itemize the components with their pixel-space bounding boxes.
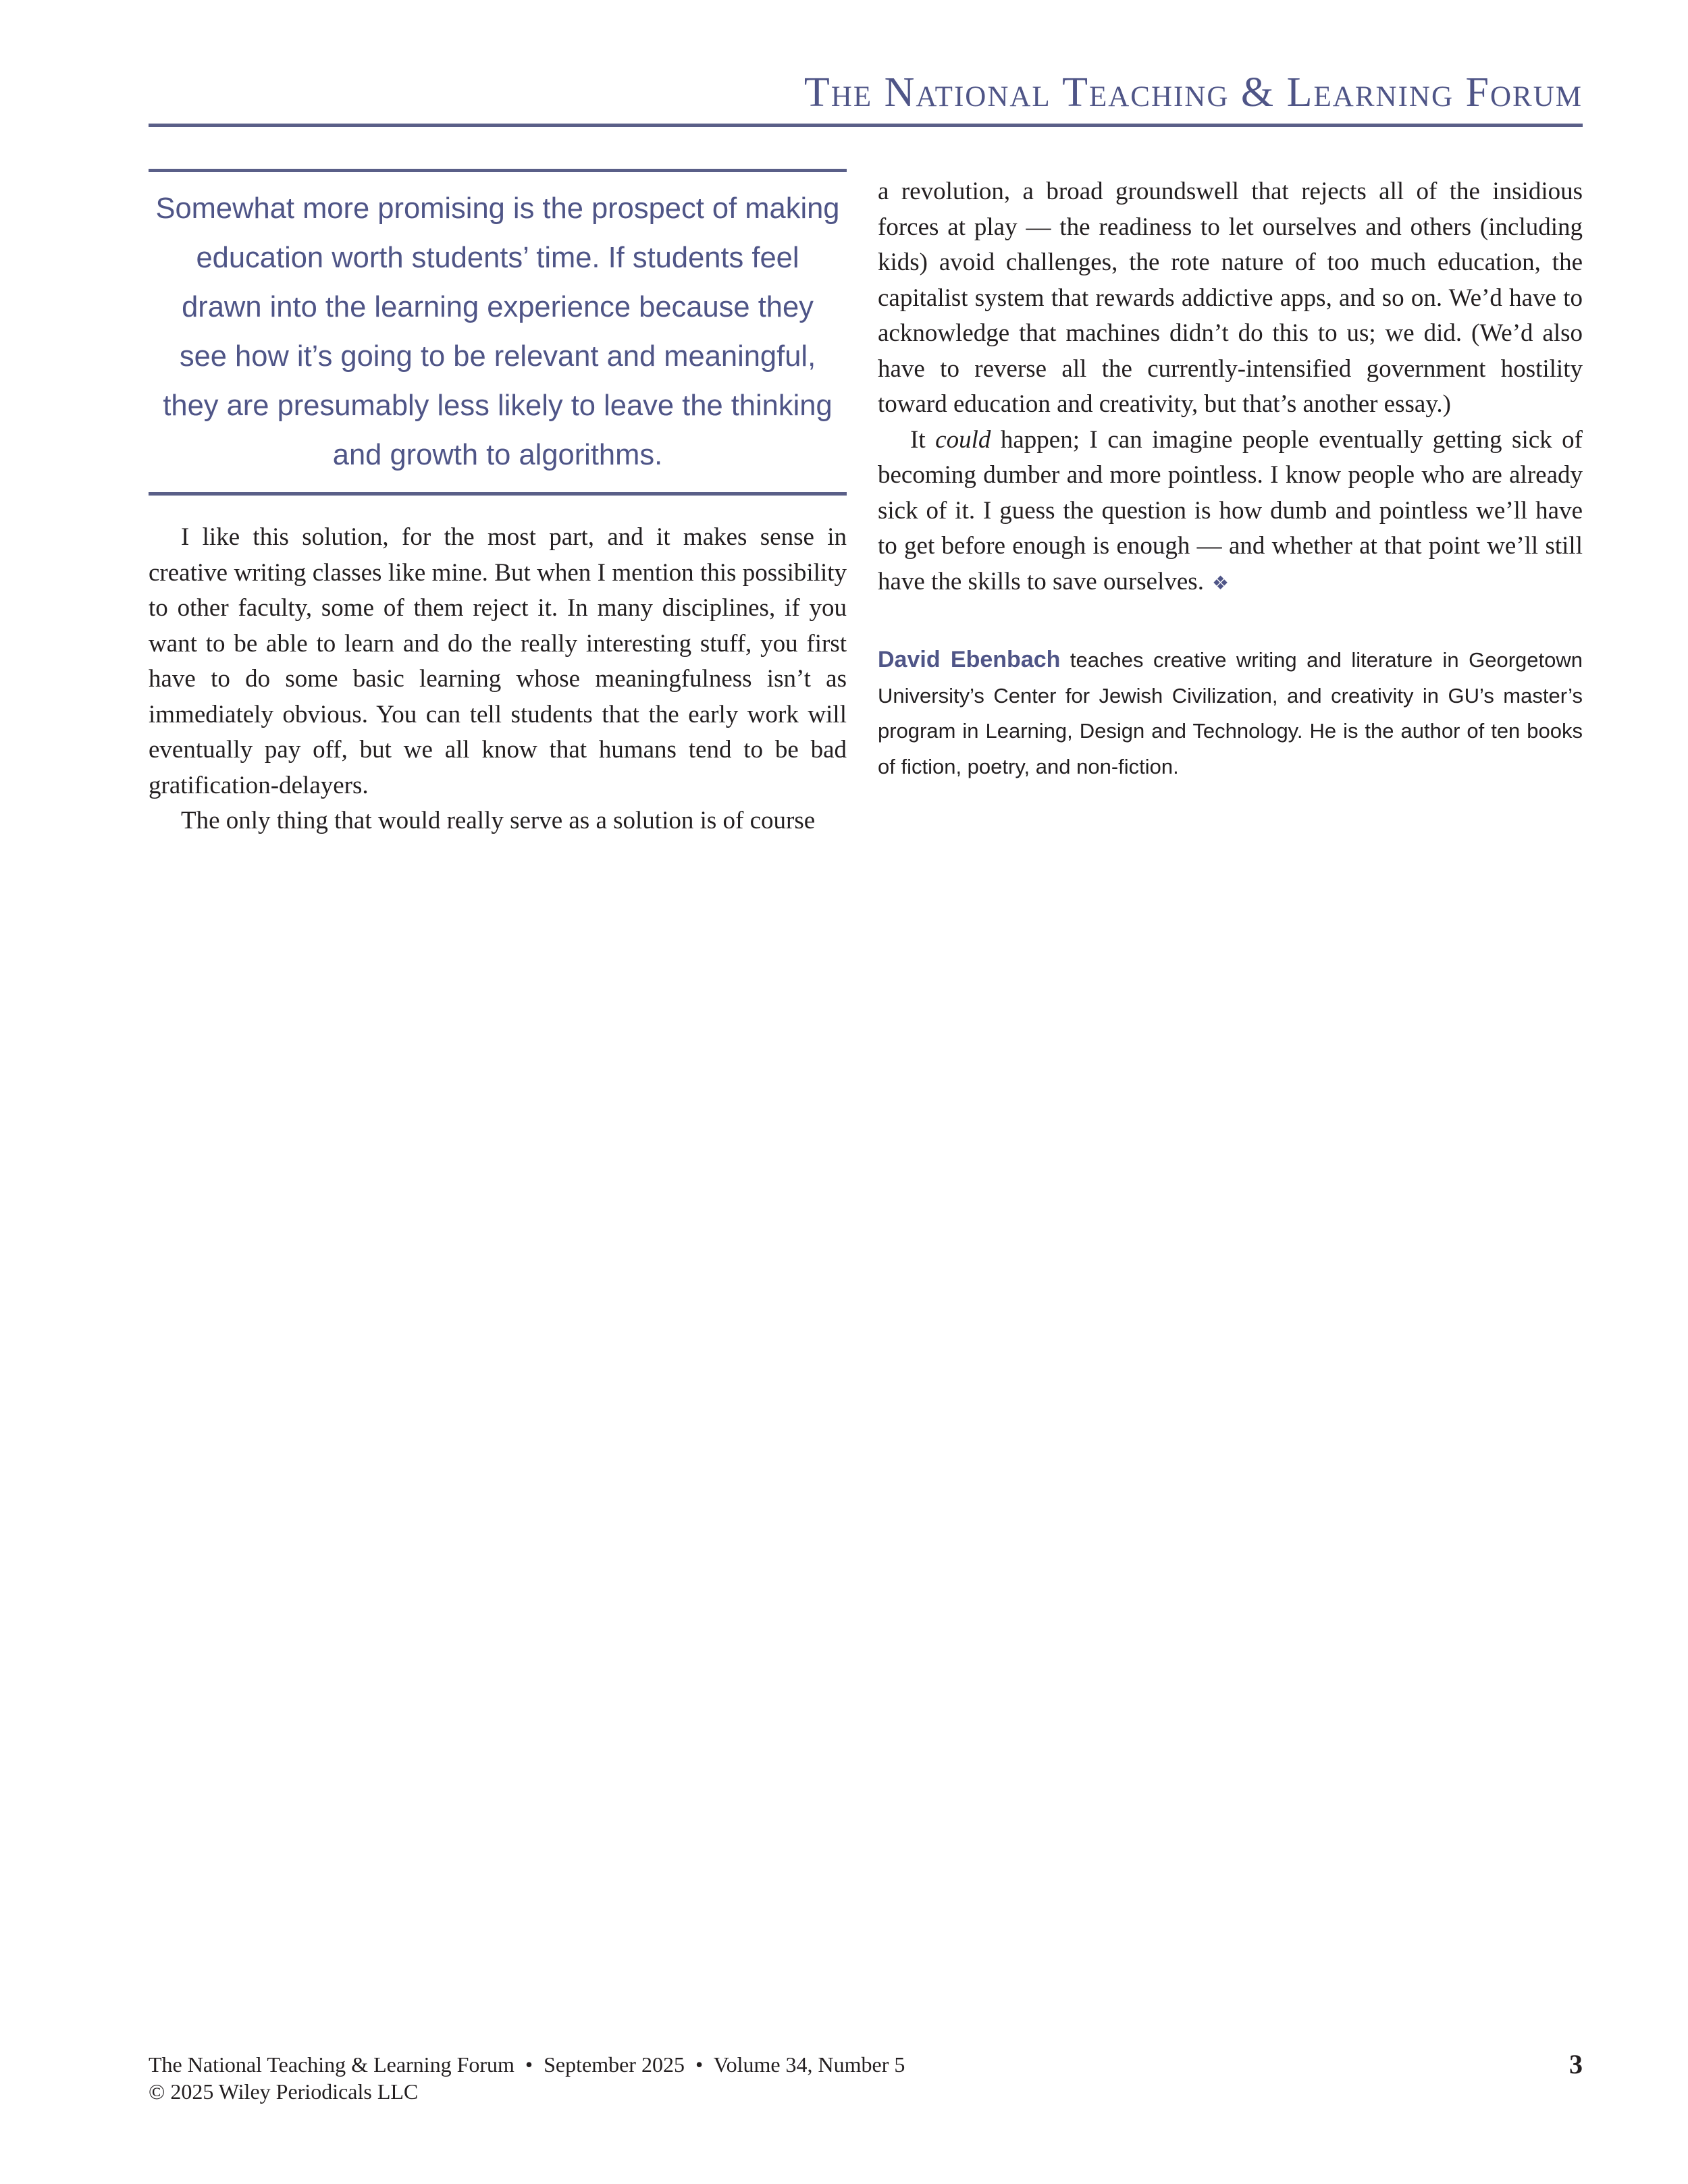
emphasis-could: could <box>935 425 991 454</box>
closing-paragraph <box>878 423 1583 602</box>
right-column <box>878 174 1583 784</box>
right-column-body <box>878 174 1583 602</box>
left-column <box>149 169 847 839</box>
pull-quote: Somewhat more promising is the prospect of making education worth students’ time. If students feel drawn into the learning experience because they see how it’s going to be relevant and meaningful, they are presumably less likely to leave the thinking and growth to algorithms. <box>149 169 847 496</box>
footer-copyright: © 2025 Wiley Periodicals LLC <box>149 2079 419 2104</box>
page-footer <box>149 2051 1583 2105</box>
page-number: 3 <box>1569 2049 1583 2079</box>
end-ornament-icon: ❖ <box>1211 572 1230 594</box>
body-paragraph: The only thing that would really serve as a solution is of course <box>181 807 816 834</box>
body-paragraph: I like this solution, for the most part, and it makes sense in creative writing classes like mine. But when I mention this possibility to other faculty, some of them reject it. In many disciplines, if you want to be able to learn and do the really interesting stuff, you first have to do some basic learning whose meaningfulness isn’t as immediately obvious. You can tell students that the early work will eventually pay off, but we all know that humans tend to be bad gratification-delayers. <box>149 523 847 799</box>
author-name: David Ebenbach <box>878 647 1061 672</box>
author-bio-text: teaches creative writing and literature in Georgetown University’s Center for Jewish Civilization, and creativity in GU’s master’s program in Learning, Design and Technology. He is the author of ten books of fiction, poetry, and non-fiction. <box>878 648 1583 778</box>
publication-title: The National Teaching & Learning Forum <box>803 70 1583 115</box>
paragraph-start: It <box>910 425 936 454</box>
masthead <box>149 68 1583 127</box>
left-column-body <box>149 520 847 839</box>
body-paragraph: a revolution, a broad groundswell that rejects all of the insidious forces at play — the readiness to let ourselves and others (including kids) avoid challenges, the rote nature of too much education, the capitalist system that rewards addictive apps, and so on. We’d have to acknowledge that machines didn’t do this to us; we did. (We’d also have to reverse all the currently-intensified government hostility toward education and creativity, but that’s another essay.) <box>878 178 1583 418</box>
footer-citation: The National Teaching & Learning Forum • September 2025 • Volume 34, Number 5 <box>149 2052 905 2077</box>
author-bio <box>878 642 1583 784</box>
paragraph-rest: happen; I can imagine people eventually getting sick of becoming dumber and more pointless. I know people who are already sick of it. I guess the question is how dumb and pointless we’ll have to get before enough is enough — and whether at that point we’ll still have the skills to save ourselves. <box>878 425 1583 595</box>
